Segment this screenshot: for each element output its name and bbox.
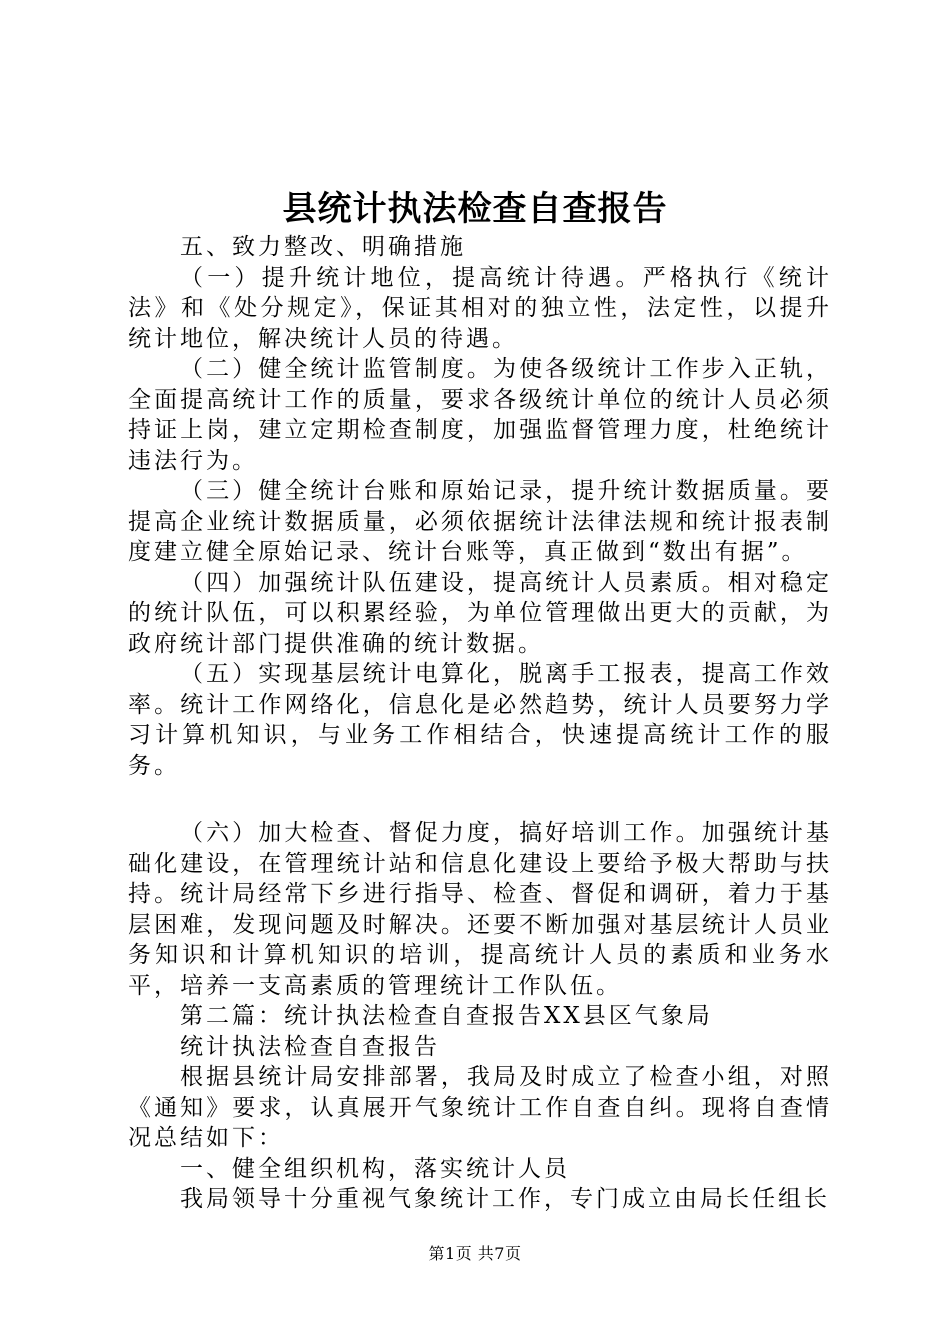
- paragraph: （三）健全统计台账和原始记录，提升统计数据质量。要提高企业统计数据质量，必须依据统计法律法规和统计报表制度建立健全原始记录、统计台账等，真正做到“数出有据”。: [128, 478, 832, 565]
- section-heading: 第二篇：统计执法检查自查报告XX县区气象局: [180, 1003, 713, 1029]
- section-heading: 五、致力整改、明确措施: [180, 234, 466, 260]
- paragraph: （二）健全统计监管制度。为使各级统计工作步入正轨，全面提高统计工作的质量，要求各级统计单位的统计人员必须持证上岗，建立定期检查制度，加强监督管理力度，杜绝统计违法行为。: [128, 356, 832, 474]
- paragraph: 我局领导十分重视气象统计工作，专门成立由局长任组长: [180, 1186, 830, 1212]
- page-number-footer: 第1页 共7页: [428, 1244, 522, 1263]
- paragraph-spacer: [128, 781, 832, 818]
- paragraph: （五）实现基层统计电算化，脱离手工报表，提高工作效率。统计工作网络化，信息化是必然趋势，统计人员要努力学习计算机知识，与业务工作相结合，快速提高统计工作的服务。: [128, 661, 832, 779]
- section-heading: 一、健全组织机构，落实统计人员: [180, 1155, 570, 1182]
- document-title: 县统计执法检查自查报告: [282, 189, 668, 229]
- paragraph: （六）加大检查、督促力度，搞好培训工作。加强统计基础化建设，在管理统计站和信息化建设上要给予极大帮助与扶持。统计局经常下乡进行指导、检查、督促和调研，着力于基层困难，发现问题及时解决。还要不断加强对基层统计人员业务知识和计算机知识的培训，提高统计人员的素质和业务水平，培养一支高素质的管理统计工作队伍。: [128, 820, 832, 999]
- paragraph: （一）提升统计地位，提高统计待遇。严格执行《统计法》和《处分规定》，保证其相对的独立性，法定性，以提升统计地位，解决统计人员的待遇。: [128, 264, 832, 352]
- section-heading: 统计执法检查自查报告: [180, 1033, 440, 1060]
- paragraph: （四）加强统计队伍建设，提高统计人员素质。相对稳定的统计队伍，可以积累经验，为单位管理做出更大的贡献，为政府统计部门提供准确的统计数据。: [128, 569, 832, 657]
- paragraph: 根据县统计局安排部署，我局及时成立了检查小组，对照《通知》要求，认真展开气象统计工作自查自纠。现将自查情况总结如下：: [128, 1064, 832, 1151]
- document-body: [128, 232, 832, 1215]
